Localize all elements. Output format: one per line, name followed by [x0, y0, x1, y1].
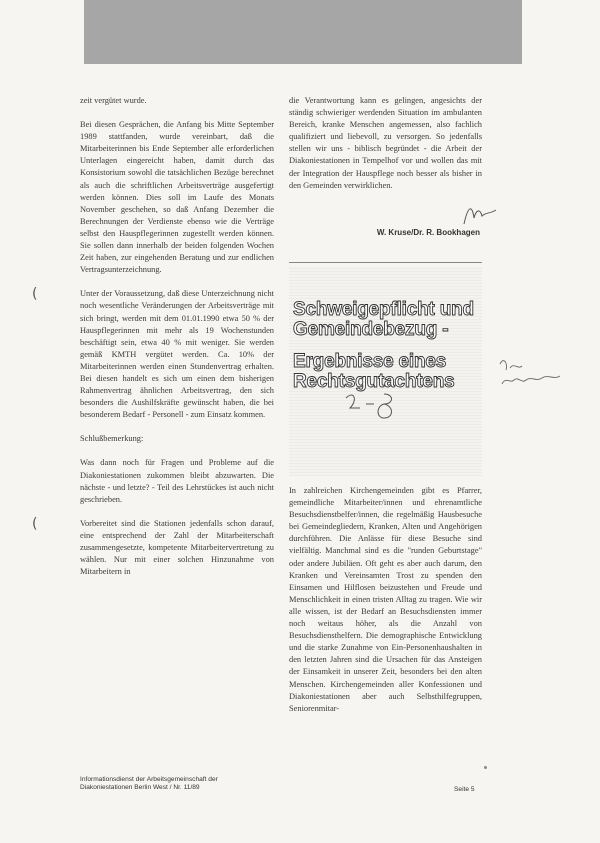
- paragraph: zeit vergütet wurde.: [80, 96, 147, 105]
- headline-subtitle: Ergebnisse eines Rechtsgutachtens: [293, 351, 455, 392]
- punch-hole-mark-icon: (: [32, 516, 38, 532]
- paragraph: Vorbereitet sind die Stationen jedenfalls schon darauf, eine entsprechend der Zahl der Mitarbeiterschaft zusammengesetzte, kompetente Mitarbeitervertretung zu wählen. Nur mit einer solchen Hinzunahme von Mitarbeitern in: [80, 518, 274, 577]
- punch-hole-mark-icon: (: [32, 286, 38, 302]
- right-column-lower: [289, 485, 482, 727]
- author-signature: W. Kruse/Dr. R. Bookhagen: [376, 228, 480, 237]
- footer: [80, 776, 380, 792]
- left-column: [80, 95, 274, 590]
- paragraph: die Verantwortung kann es gelingen, angesichts der ständig schwieriger werdenden Situation im ambulanten Bereich, kranke Menschen angemessen, also fachlich qualifiziert und liebevoll, zu versorgen. So jedenfalls stellen wir uns - biblisch begründet - die Arbeit der Diakoniestationen in Tempelhof vor und wollen das mit der Integration der Hauspflege noch besser als bisher in den Gemeinden verwirklichen.: [289, 96, 482, 190]
- section-label: Schlußbemerkung:: [80, 434, 144, 444]
- handwritten-note-icon: [340, 388, 400, 428]
- handwritten-scribble-icon: [460, 200, 500, 230]
- paragraph: Was dann noch für Fragen und Probleme auf die Diakoniestationen zukommen bleibt abzuwarten. Die nächste - und letzte? - Teil des Lehrstückes ist auch nicht geschrieben.: [80, 458, 274, 504]
- paragraph: In zahlreichen Kirchengemeinden gibt es Pfarrer, gemeindliche Mitarbeiter/innen und ehrenamtliche Besuchsdienstbelfer/innen, die regelmäßig Hausbesuche bei Gemeindegliedern, Kranken, Alten und Angehörigen durchführen. Die Anlässe für diese Besuche sind vielfältig. Manchmal sind es die "runden Geburtstage" oder andere Jubiläen. Oft geht es aber auch darum, den Kranken und Vereinsamten Trost zu spenden den Einsamen und Hilflosen beizustehen und Freude und Menschlichkeit in einen tristen Alltag zu tragen. Wie wir alle wissen, ist der Bedarf an Besuchsdiensten immer noch weitaus höher, als die Anzahl von Besuchsdiensthelfern. Die demographische Entwicklung und die starke Zunahme von Ein-Personenhaushalten in den letzten Jahren sind die Ursachen für das Ansteigen der Einsamkeit in unserer Zeit, besonders bei den alten Menschen. Kirchengemeinden aller Konfessionen und Diakoniestationen aber auch Selbsthilfegruppen, Seniorenmitar-: [289, 486, 482, 713]
- handwritten-margin-note-icon: [496, 354, 566, 394]
- footer-line: Informationsdienst der Arbeitsgemeinschaft der: [80, 776, 218, 783]
- headline-title: Schweigepflicht und Gemeindebezug -: [293, 299, 474, 340]
- speck-mark: [484, 766, 487, 769]
- paragraph: Unter der Voraussetzung, daß diese Unterzeichnung nicht noch wesentliche Veränderungen der Arbeitsverträge mit sich bringt, werden mit dem 01.01.1990 etwa 50 % der Hauspflegerinnen mit mehr als 19 Wochenstunden beschäftigt sein, etwa 40 % mit weniger. Sie werden gemäß KMTH vergütet werden. Ca. 10% der Mitarbeiterinnen werden einen Stundenvertrag erhalten. Bei diesen handelt es sich um einen dem bisherigen Rahmenvertrag ähnlichen Arbeitsvertrag, den sich besonders die Aushilfskräfte gewünscht haben, die bei besonderem Bedarf - Personell - zum Einsatz kommen.: [80, 289, 274, 420]
- page-number: Seite 5: [454, 786, 475, 793]
- divider: [289, 262, 482, 263]
- header-gray-block: [84, 0, 522, 64]
- paragraph: Bei diesen Gesprächen, die Anfang bis Mitte September 1989 stattfanden, wurde vereinbart, daß die Mitarbeiterinnen bis Ende September alle erforderlichen Unterlagen eingereicht haben, damit durch das Konsistorium sowohl die tatsächlichen Bezüge berechnet als auch die schriftlichen Arbeitsverträge ausgefertigt werden können. Dies soll im Laufe des Monats November geschehen, so daß Anfang Dezember die Berechnungen der Verdienste ebenso wie die Verträge selbst den Hauspflegerinnen zugestellt werden können. Sie sollen dann innerhalb der beiden folgenden Wochen Zeit haben, zur eingehenden Beratung und zur endlichen Vertragsunterzeichnung.: [80, 120, 274, 275]
- right-column-upper: [289, 95, 482, 204]
- footer-line: Diakoniestationen Berlin West / Nr. 11/89: [80, 784, 200, 791]
